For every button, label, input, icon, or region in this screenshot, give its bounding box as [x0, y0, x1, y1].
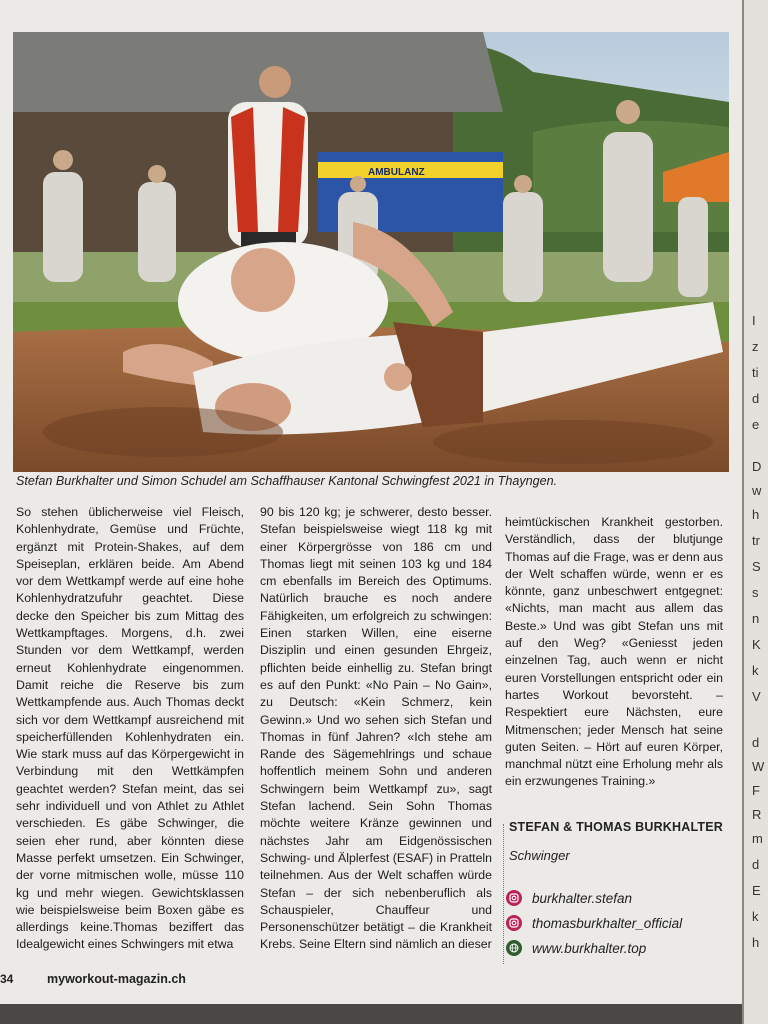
next-page-fragment: d: [752, 735, 760, 750]
social-link-instagram-stefan[interactable]: [506, 888, 632, 908]
photo-illustration: [13, 32, 729, 472]
instagram-icon: [506, 915, 522, 931]
column-text: heimtückischen Krankheit gestorben. Verständlich, dass der blutjunge Thomas auf die Frage, was er denn aus der Welt schaffen würde, wenn er es könnte, ganz unbeschwert entgegnet: «Nichts, man macht aus allem das Beste.» Und was gibt Stefan uns mit auf den Weg? «Geniesst jeden einzelnen Tag, auch wenn er nicht euren Vorstellungen entspricht oder ein hartes Workout bevorsteht. – Respektiert eure Nächsten, eure Mitmenschen; jeder Mensch hat seine guten Seiten. – Hört auf euren Körper, manchmal nützt eine Erholung mehr als ein erzwungenes Training.»: [505, 515, 723, 789]
photo-caption: Stefan Burkhalter und Simon Schudel am Schaffhauser Kantonal Schwingfest 2021 in Thayngen.: [16, 474, 558, 488]
bio-role: Schwinger: [509, 848, 570, 863]
next-page-fragment: R: [752, 807, 762, 822]
article-column-2: [260, 504, 492, 954]
next-page-fragment: m: [752, 831, 763, 846]
next-page-fragment: I: [752, 313, 756, 328]
column-text: So stehen üblicherweise viel Fleisch, Kohlenhydrate, Gemüse und Früchte, ergänzt mit Protein-Shakes, auf dem Speiseplan, erklären beide. Am Abend vor dem Wettkampf werde auf eine hohe Kohlenhydratzufuhr geachtet. Diese decke den Speicher bis zum Mittag des Wettkampftages. Morgens, d.h. zwei Stunden vor dem Wettkampf, werden erneut Kohlenhydrate eingenommen. Damit reiche die Reserve bis zum Wettkampfende aus. Auch Thomas deckt sich vor dem Wettkampf ausreichend mit speicherfüllenden Kohlenhydraten ein. Wie stark muss auf das Körpergewicht in Verbindung mit den Wettkämpfen geachtet werden? Stefan meint, das sei sehr individuell und von Athlet zu Athlet verschieden. Es gäbe Schwinger, die seien eher rund, aber könnten diese Masse perfekt umsetzen. Ein Schwinger, der vorne mitmischen wolle, müsse 110 kg und mehr wiegen. Gewichtsklassen wie beispielsweise beim Boxen gäbe es allerdings keine.Thomas beziffert das Idealgewicht eines Schwingers mit etwa: [16, 505, 244, 952]
next-page-fragment: V: [752, 689, 761, 704]
next-page-fragment: S: [752, 559, 761, 574]
next-page-fragment: h: [752, 507, 760, 522]
article-column-1: [16, 504, 244, 954]
bio-divider: [503, 824, 505, 964]
next-page-fragment: e: [752, 417, 760, 432]
next-page-fragment: tr: [752, 533, 760, 548]
ambulance-sign: AMBULANZ: [368, 167, 425, 178]
next-page-fragment: ti: [752, 365, 759, 380]
next-page-fragment: K: [752, 637, 761, 652]
globe-icon: [506, 940, 522, 956]
next-page-fragment: F: [752, 783, 760, 798]
social-link-text: www.burkhalter.top: [532, 940, 647, 956]
next-page-fragment: d: [752, 857, 760, 872]
next-page-fragment: d: [752, 391, 760, 406]
wrestling-photo: [13, 32, 729, 472]
next-page-edge: [742, 0, 768, 1024]
page-number: 34: [0, 972, 14, 986]
next-page-fragment: k: [752, 909, 759, 924]
table-surface: [0, 1004, 742, 1024]
column-text: 90 bis 120 kg; je schwerer, desto besser. Stefan beispielsweise wiegt 118 kg mit einer Körpergrösse von 186 cm und Thomas liegt mit seinen 103 kg und 184 cm ebenfalls im Bereich des Optimums. Natürlich brauche es noch andere Fähigkeiten, um erfolgreich zu schwingen: Einen starken Willen, eine eiserne Disziplin und einen gesunden Ehrgeiz, pflichten beide einhellig zu. Stefan bringt es auf den Punkt: «No Pain – No Gain», zu Deutsch: «Kein Schmerz, kein Gewinn.» Und wo sehen sich Stefan und Thomas in fünf Jahren? «Ich stehe am Rande des Sägemehlrings und schaue hoffentlich meinem Sohn und anderen Schwingern beim Wettkampf zu», sagt Stefan lachend. Sein Sohn Thomas möchte weitere Kränze gewinnen und nächstes Jahr am Eidgenössischen Schwing- und Älplerfest (ESAF) in Pratteln teilnehmen. Aus der Welt schaffen würde Stefan – der sich nebenberuflich als Schauspieler, Chauffeur und Personenschützer betätigt – die Krankheit Krebs. Seine Eltern sind nämlich an dieser: [260, 505, 492, 952]
next-page-fragment: h: [752, 935, 760, 950]
article-column-3: [505, 514, 723, 791]
next-page-fragment: z: [752, 339, 759, 354]
bio-name: STEFAN & THOMAS BURKHALTER: [509, 820, 723, 834]
author-bio-box: [500, 820, 730, 970]
next-page-fragment: k: [752, 663, 759, 678]
next-page-fragment: w: [752, 483, 762, 498]
next-page-fragment: n: [752, 611, 760, 626]
instagram-icon: [506, 890, 522, 906]
next-page-fragment: D: [752, 459, 762, 474]
social-link-website[interactable]: [506, 938, 646, 958]
footer-site: myworkout-magazin.ch: [47, 972, 186, 986]
social-link-instagram-thomas[interactable]: [506, 913, 682, 933]
next-page-fragment: W: [752, 759, 765, 774]
social-link-text: burkhalter.stefan: [532, 890, 633, 906]
next-page-fragment: E: [752, 883, 761, 898]
next-page-fragment: s: [752, 585, 759, 600]
social-link-text: thomasburkhalter_official: [532, 915, 683, 931]
